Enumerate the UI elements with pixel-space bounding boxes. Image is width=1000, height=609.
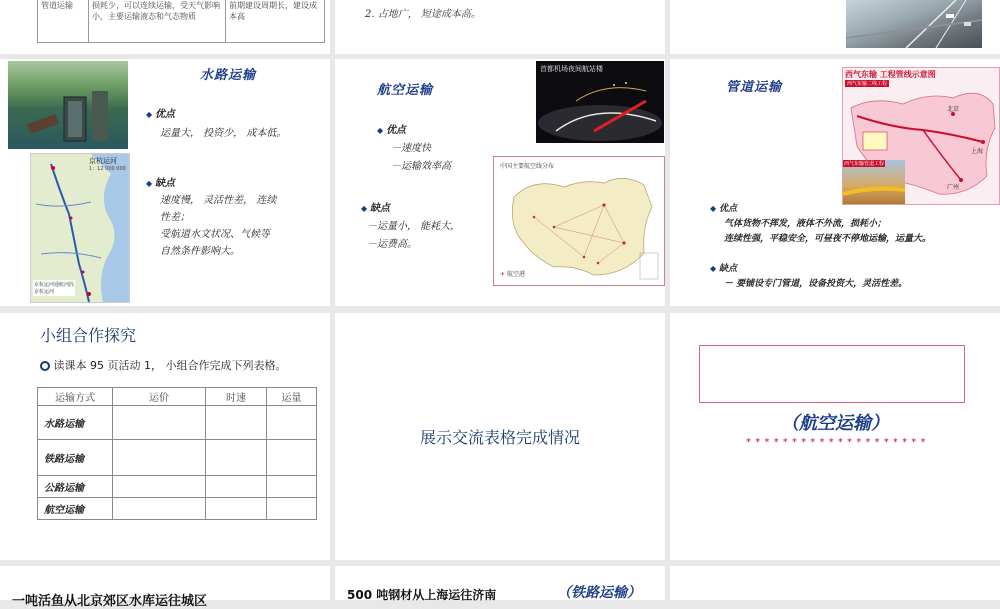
city-label: 北京 xyxy=(947,106,960,113)
legend-item: 京杭运河 xyxy=(34,289,55,295)
bullet-icon: ◆ xyxy=(710,203,719,213)
slide-thumbnail-pipeline[interactable] xyxy=(670,59,1000,306)
cons-section xyxy=(361,199,460,254)
star-divider: * * * * * * * * * * * * * * * * * * * * xyxy=(746,437,926,448)
canal-boats-photo xyxy=(8,61,128,149)
answer-cell[interactable] xyxy=(113,406,206,440)
slide-thumbnail-10[interactable] xyxy=(0,566,330,609)
answer-box[interactable] xyxy=(699,345,965,403)
table-header: 运输方式 xyxy=(38,388,113,406)
grand-canal-map xyxy=(30,153,130,303)
answer-cell[interactable] xyxy=(267,406,317,440)
cons-line: － 要铺设专门管道，设备投资大，灵活性差。 xyxy=(724,279,908,289)
slide-main-text: 展示交流表格完成情况 xyxy=(419,428,580,447)
pros-label: 优点 xyxy=(154,109,175,120)
map-legend xyxy=(33,280,75,296)
transport-table xyxy=(37,0,325,43)
bullet-icon: ◆ xyxy=(377,125,386,135)
slide-thumbnail-1[interactable] xyxy=(0,0,330,54)
legend-item: 京杭运河通航河段 xyxy=(34,282,75,288)
slide-thumbnail-air[interactable] xyxy=(335,59,665,306)
table-row-label: 公路运输 xyxy=(38,476,113,498)
cons-item: －运费高。 xyxy=(367,239,417,250)
cons-head xyxy=(710,261,907,277)
table-cell: 损耗少，可以连续运输，受天气影响小，主要运输液态和气态物质 xyxy=(89,0,226,43)
air-routes-map xyxy=(493,156,665,286)
map-title: 京杭运河 xyxy=(89,157,117,165)
table-row-label: 水路运输 xyxy=(38,406,113,440)
answer-text: （铁路运输） xyxy=(557,585,641,601)
legend-label: 航空港 xyxy=(506,271,525,278)
bullet-icon: ◆ xyxy=(146,178,155,188)
pros-label: 优点 xyxy=(385,125,406,136)
slide-title: 水路运输 xyxy=(200,68,257,83)
slide-title: 小组合作探究 xyxy=(40,326,137,345)
answer-cell[interactable] xyxy=(267,476,317,498)
pros-section xyxy=(146,105,286,139)
table-row-label: 航空运输 xyxy=(38,498,113,520)
pros-section xyxy=(377,121,451,176)
answer-cell[interactable] xyxy=(206,498,267,520)
instruction-text: 读课本 95 页活动 1， 小组合作完成下列表格。 xyxy=(53,359,287,372)
table-header: 运量 xyxy=(267,388,317,406)
table-cell: 前期建设周期长，建设成本高 xyxy=(226,0,325,43)
cons-section xyxy=(146,175,276,260)
boats-drawing xyxy=(8,61,128,149)
pros-head xyxy=(710,201,931,217)
slide-text: 2. 占地广， 短途成本高。 xyxy=(365,9,481,20)
pros-line: 连续性强，平稳安全，可昼夜不停地运输，运量大。 xyxy=(724,234,932,244)
city-label: 广州 xyxy=(947,184,960,191)
pros-item: －速度快 xyxy=(391,143,431,154)
answer-cell[interactable] xyxy=(113,476,206,498)
city-label: 上海 xyxy=(971,148,984,155)
slide-thumbnail-2[interactable] xyxy=(335,0,665,54)
pros-text: 运量大， 投资少， 成本低。 xyxy=(160,128,287,139)
answer-cell[interactable] xyxy=(206,406,267,440)
pipeline-inset-photo xyxy=(843,160,905,204)
map-title: 中国主要航空线分布 xyxy=(500,163,555,170)
pipeline-map xyxy=(842,67,1000,205)
slide-thumbnail-answer-air[interactable] xyxy=(670,313,1000,560)
map-legend xyxy=(500,269,525,278)
pros-head xyxy=(377,121,451,140)
slide-thumbnail-11[interactable] xyxy=(335,566,665,600)
cons-section xyxy=(710,261,907,292)
cons-line: 性差； xyxy=(160,212,190,223)
slide-title: 航空运输 xyxy=(377,83,434,98)
airport-marker-icon: ✈ xyxy=(500,271,506,278)
bullet-icon: ◆ xyxy=(710,263,719,273)
highway-lines xyxy=(846,0,982,48)
photo-caption: 首都机场夜间航站楼 xyxy=(540,65,603,73)
table-cell: 管道运输 xyxy=(38,0,89,43)
table-row-label: 铁路运输 xyxy=(38,440,113,476)
pros-section xyxy=(710,201,931,247)
slide-thumbnail-group-task[interactable] xyxy=(0,313,330,560)
answer-cell[interactable] xyxy=(267,440,317,476)
inset-label: 西气东输管道工程 xyxy=(844,161,885,167)
answer-cell[interactable] xyxy=(206,476,267,498)
answer-cell[interactable] xyxy=(267,498,317,520)
slide-thumbnail-present[interactable] xyxy=(335,313,665,560)
cons-label: 缺点 xyxy=(718,264,737,274)
instruction xyxy=(40,357,286,373)
highway-photo xyxy=(846,0,982,48)
cons-item: －运量小， 能耗大， xyxy=(367,221,461,232)
cons-head xyxy=(361,199,460,218)
table-header: 时速 xyxy=(206,388,267,406)
answer-cell[interactable] xyxy=(206,440,267,476)
slide-thumbnail-3[interactable] xyxy=(670,0,1000,54)
pros-line: 气体货物不挥发，液体不外流，损耗小； xyxy=(724,219,887,229)
bullet-icon: ◆ xyxy=(361,203,370,213)
cons-label: 缺点 xyxy=(154,178,175,189)
ring-bullet-icon xyxy=(40,361,50,371)
cons-head xyxy=(146,175,276,192)
answer-cell[interactable] xyxy=(113,440,206,476)
cons-label: 缺点 xyxy=(369,203,390,214)
answer-text: （航空运输） xyxy=(781,413,889,434)
pros-label: 优点 xyxy=(718,204,737,214)
pros-item: －运输效率高 xyxy=(391,161,451,172)
transport-compare-table xyxy=(37,387,317,520)
cons-line: 速度慢， 灵活性差， 连续 xyxy=(160,195,277,206)
slide-text: 一吨活鱼从北京郊区水库运往城区 xyxy=(12,594,208,609)
table-header: 运价 xyxy=(113,388,206,406)
cons-line: 受航道水文状况、气候等 xyxy=(160,229,270,240)
china-map-drawing xyxy=(494,157,664,285)
slide-text: 500 吨钢材从上海运往济南 xyxy=(347,588,497,602)
pros-head xyxy=(146,105,286,120)
map-scale: 1：12 000 000 xyxy=(89,166,126,172)
airport-night-photo xyxy=(536,61,664,143)
map-subtitle: 西气东输二线工程 xyxy=(847,81,888,87)
bullet-icon: ◆ xyxy=(146,109,155,119)
slide-title: 管道运输 xyxy=(726,80,783,95)
cons-line: 自然条件影响大。 xyxy=(160,246,240,257)
answer-cell[interactable] xyxy=(113,498,206,520)
slide-thumbnail-water[interactable] xyxy=(0,59,330,306)
map-title: 西气东输 工程管线示意图 xyxy=(845,70,936,79)
slide-thumbnail-12[interactable] xyxy=(670,566,1000,600)
